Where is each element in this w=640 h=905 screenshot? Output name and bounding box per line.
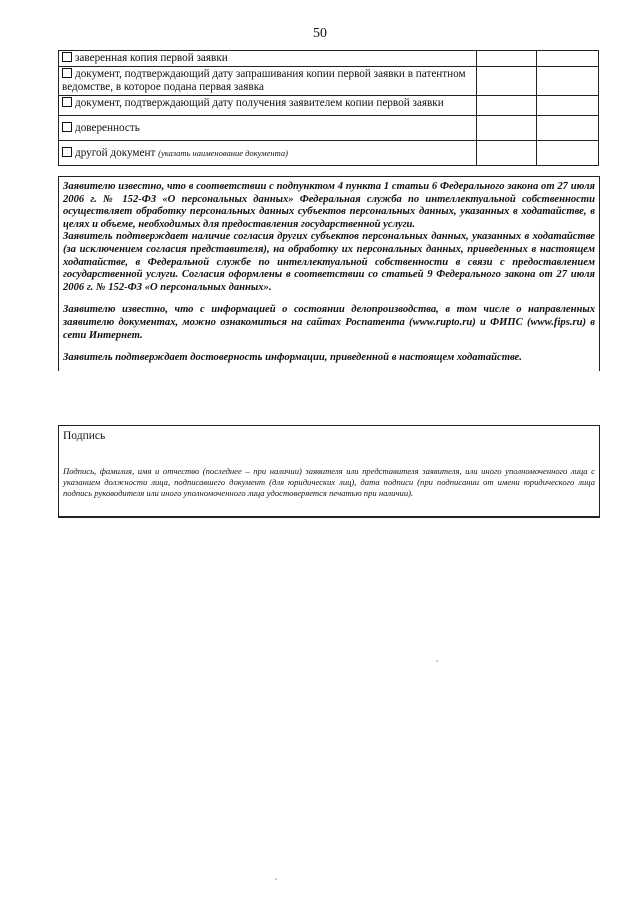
- table-row: [59, 141, 599, 166]
- document-label: документ, подтверждающий дату запрашивания копии первой заявки в патентном ведомстве, в которое подана первая заявка: [62, 68, 466, 93]
- document-note: (указать наименование документа): [158, 148, 288, 158]
- accuracy-confirmation: Заявитель подтверждает достоверность информации, приведенной в настоящем ходатайстве.: [63, 352, 522, 364]
- personal-data-notice: Заявителю известно, что в соответствии с подпунктом 4 пункта 1 статьи 6 Федерального закона от 27 июля 2006 г. № 152-ФЗ «О персональных данных» Федеральная служба по интеллектуальной собственности осуществляет обработку персональных данных субъектов персональных данных, указанных в ходатайстве, в целях и объеме, необходимых для предоставления государственной услуги.: [63, 181, 595, 230]
- signature-block: [58, 425, 600, 518]
- document-label: документ, подтверждающий дату получения заявителем копии первой заявки: [75, 97, 444, 109]
- checkbox-empty-icon[interactable]: [62, 68, 72, 78]
- page-number: 50: [313, 26, 327, 41]
- table-row: [59, 116, 599, 141]
- document-cell: [59, 96, 477, 116]
- table-row: [59, 67, 599, 96]
- pages-count-cell: [477, 51, 537, 67]
- pages-count-cell: [477, 116, 537, 141]
- signature-note: Подпись, фамилия, имя и отчество (последнее – при наличии) заявителя или представителя заявителя, или иного уполномоченного лица с указанием должности лица, подписавшего документ (для юридических лиц), дата подписи (при подписании от имени юридического лица подпись руководителя или иного уполномоченного лица удостоверяется печатью при наличии).: [63, 466, 595, 498]
- checkbox-empty-icon[interactable]: [62, 52, 72, 62]
- document-label: заверенная копия первой заявки: [75, 52, 228, 64]
- signature-label: Подпись: [63, 430, 106, 442]
- copies-count-cell: [537, 96, 599, 116]
- table-row: [59, 96, 599, 116]
- attached-documents-table: [58, 50, 599, 166]
- table-row: [59, 51, 599, 67]
- document-cell: [59, 51, 477, 67]
- checkbox-empty-icon[interactable]: [62, 122, 72, 132]
- scan-speck: [436, 660, 438, 662]
- pages-count-cell: [477, 96, 537, 116]
- consent-confirmation: Заявитель подтверждает наличие согласия других субъектов персональных данных, указанных в ходатайстве (за исключением согласия представителя), на обработку их персональных данных, приведенных в настоящем ходатайстве, в Федеральной службе по интеллектуальной собственности в связи с предоставлением государственной услуги. Согласия оформлены в соответствии со статьей 9 Федерального закона от 27 июля 2006 г. № 152-ФЗ «О персональных данных».: [63, 231, 595, 293]
- office-information-notice: Заявителю известно, что с информацией о состоянии делопроизводства, в том числе о направленных заявителю документах, можно ознакомиться на сайтах Роспатента (www.rupto.ru) и ФИПС (www.fips.ru) в сети Интернет.: [63, 304, 595, 341]
- statements-block: [58, 176, 600, 371]
- document-cell: [59, 67, 477, 96]
- copies-count-cell: [537, 67, 599, 96]
- copies-count-cell: [537, 51, 599, 67]
- copies-count-cell: [537, 116, 599, 141]
- pages-count-cell: [477, 67, 537, 96]
- document-label: доверенность: [75, 122, 140, 134]
- document-cell: [59, 141, 477, 166]
- document-label: другой документ: [75, 147, 156, 159]
- checkbox-empty-icon[interactable]: [62, 147, 72, 157]
- copies-count-cell: [537, 141, 599, 166]
- pages-count-cell: [477, 141, 537, 166]
- checkbox-empty-icon[interactable]: [62, 97, 72, 107]
- document-cell: [59, 116, 477, 141]
- scan-speck: [275, 878, 277, 880]
